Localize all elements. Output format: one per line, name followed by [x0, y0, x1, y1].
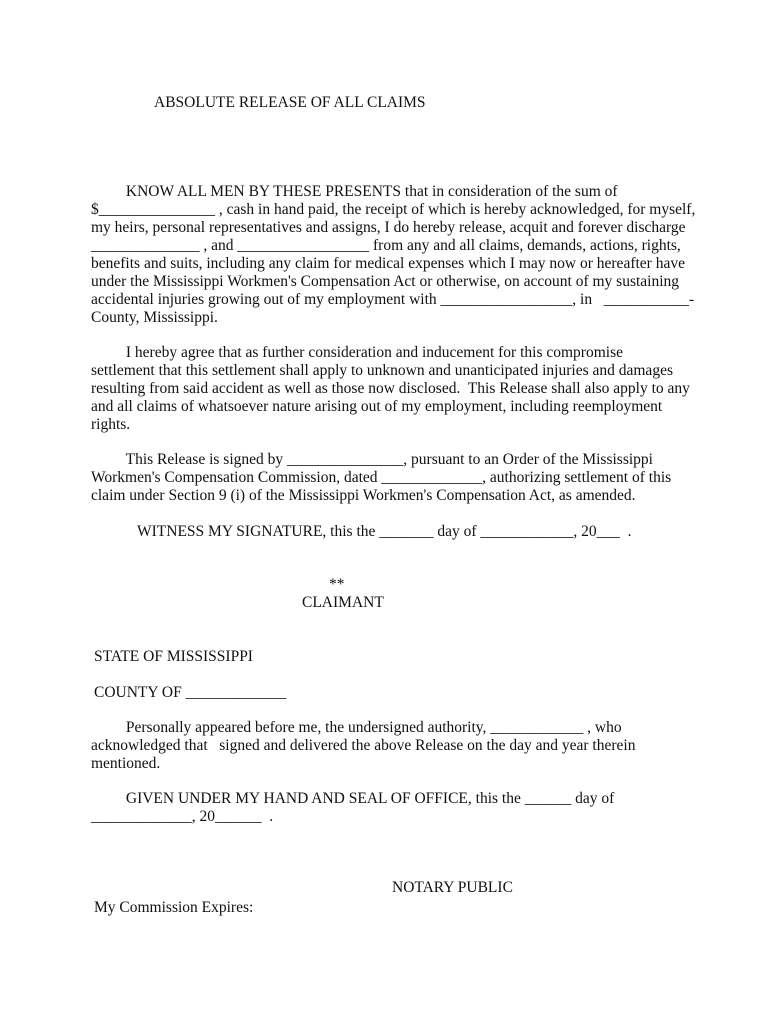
signature-marker: ** [329, 576, 345, 593]
release-line: under the Mississippi Workmen's Compensation Act or otherwise, on account of my sustaining [91, 273, 680, 290]
commission-expires-label: My Commission Expires: [94, 899, 254, 916]
given-under-hand-paragraph [91, 790, 614, 826]
given-line: GIVEN UNDER MY HAND AND SEAL OF OFFICE, this the ______ day of [91, 790, 615, 807]
release-paragraph [91, 183, 695, 327]
county-heading: COUNTY OF _____________ [94, 684, 287, 701]
state-heading: STATE OF MISSISSIPPI [94, 648, 253, 665]
acknowledgment-line: acknowledged that signed and delivered the above Release on the day and year therein [91, 737, 636, 754]
release-line: $_______________ , cash in hand paid, the receipt of which is hereby acknowledged, for myself, [91, 201, 696, 218]
signed-by-paragraph [91, 451, 671, 505]
signed-by-line: Workmen's Compensation Commission, dated _____________, authorizing settlement of this [91, 469, 672, 486]
release-line: County, Mississippi. [91, 309, 218, 326]
notary-public-label: NOTARY PUBLIC [392, 879, 513, 896]
release-line: ______________ , and _________________ from any and all claims, demands, actions, rights, [91, 237, 681, 254]
release-line: KNOW ALL MEN BY THESE PRESENTS that in consideration of the sum of [91, 183, 618, 200]
agreement-line: I hereby agree that as further consideration and inducement for this compromise [91, 344, 623, 361]
release-line: benefits and suits, including any claim for medical expenses which I may now or hereafter have [91, 255, 685, 272]
witness-line: WITNESS MY SIGNATURE, this the _______ day of ____________, 20___ . [137, 523, 632, 540]
agreement-line: settlement that this settlement shall apply to unknown and unanticipated injuries and damages [91, 362, 673, 379]
given-line: _____________, 20______ . [91, 808, 274, 825]
agreement-line: and all claims of whatsoever nature arising out of my employment, including reemployment [91, 398, 663, 415]
document-title: ABSOLUTE RELEASE OF ALL CLAIMS [154, 94, 426, 111]
agreement-line: rights. [91, 416, 131, 433]
claimant-label: CLAIMANT [302, 594, 384, 611]
agreement-paragraph [91, 344, 690, 434]
release-line: accidental injuries growing out of my employment with _________________, in ___________- [91, 291, 695, 308]
acknowledgment-paragraph [91, 719, 635, 773]
signed-by-line: This Release is signed by _______________, pursuant to an Order of the Mississippi [91, 451, 653, 468]
agreement-line: resulting from said accident as well as those now disclosed. This Release shall also apply to any [91, 380, 690, 397]
acknowledgment-line: Personally appeared before me, the undersigned authority, ____________ , who [91, 719, 622, 736]
release-line: my heirs, personal representatives and assigns, I do hereby release, acquit and forever discharge [91, 219, 686, 236]
acknowledgment-line: mentioned. [91, 755, 161, 772]
signed-by-line: claim under Section 9 (i) of the Mississippi Workmen's Compensation Act, as amended. [91, 487, 636, 504]
